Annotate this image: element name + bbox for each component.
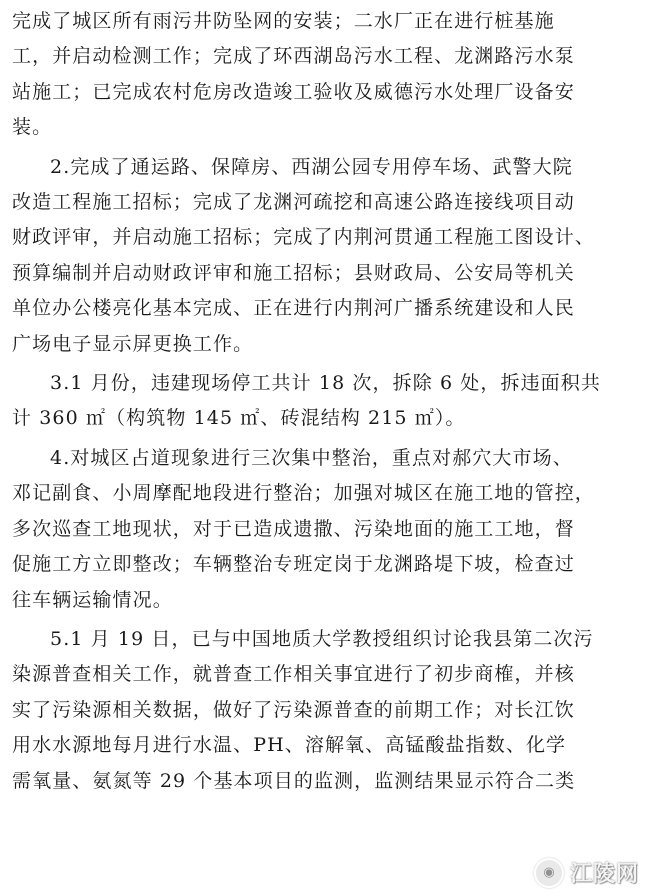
text-line: 计 360 ㎡（构筑物 145 ㎡、砖混结构 215 ㎡）。 [12,407,466,430]
text-line: 用水水源地每月进行水温、PH、溶解氧、高锰酸盐指数、化学 [12,734,567,757]
text-line: 4.对城区占道现象进行三次集中整治，重点对郝穴大市场、 [50,446,573,469]
text-line: 促施工方立即整改；车辆整治专班定岗于龙渊路堤下坡，检查过 [12,553,575,576]
paragraph-1 [12,4,639,146]
text-line: 3.1 月份，违建现场停工共计 18 次，拆除 6 处，拆违面积共 [50,372,601,395]
circle-logo-icon: ◉ [534,858,564,888]
text-line: 邓记副食、小周摩配地段进行整治；加强对城区在施工地的管控， [12,482,595,505]
watermark [534,857,639,888]
text-line: 装。 [12,116,53,139]
text-line: 预算编制并启动财政评审和施工招标；县财政局、公安局等机关 [12,261,575,284]
text-line: 工，并启动检测工作；完成了环西湖岛污水工程、龙渊路污水泵 [12,45,575,68]
text-line: 财政评审，并启动施工招标；完成了内荆河贯通工程施工图设计、 [12,226,595,249]
text-line: 需氧量、氨氮等 29 个基本项目的监测，监测结果显示符合二类 [12,769,576,792]
paragraph-2 [12,150,639,362]
text-line: 实了污染源相关数据，做好了污染源普查的前期工作；对长江饮 [12,698,575,721]
text-line: 5.1 月 19 日，已与中国地质大学教授组织讨论我县第二次污 [50,627,594,650]
text-line: 2.完成了通运路、保障房、西湖公园专用停车场、武警大院 [50,155,573,178]
text-line: 单位办公楼亮化基本完成、正在进行内荆河广播系统建设和人民 [12,297,575,320]
watermark-text: 江陵网 [569,862,639,887]
text-line: 改造工程施工招标；完成了龙渊河疏挖和高速公路连接线项目动 [12,191,575,214]
text-line: 完成了城区所有雨污井防坠网的安装；二水厂正在进行桩基施 [12,10,555,32]
paragraph-5 [12,622,639,799]
paragraph-4 [12,441,639,618]
paragraph-3 [12,366,639,437]
text-line: 多次巡查工地现状，对于已造成遗撒、污染地面的施工工地，督 [12,517,575,540]
text-line: 染源普查相关工作，就普查工作相关事宜进行了初步商榷，并核 [12,663,575,686]
text-line: 广场电子显示屏更换工作。 [12,332,254,355]
text-line: 往车辆运输情况。 [12,588,173,611]
text-line: 站施工；已完成农村危房改造竣工验收及威德污水处理厂设备安 [12,80,575,103]
